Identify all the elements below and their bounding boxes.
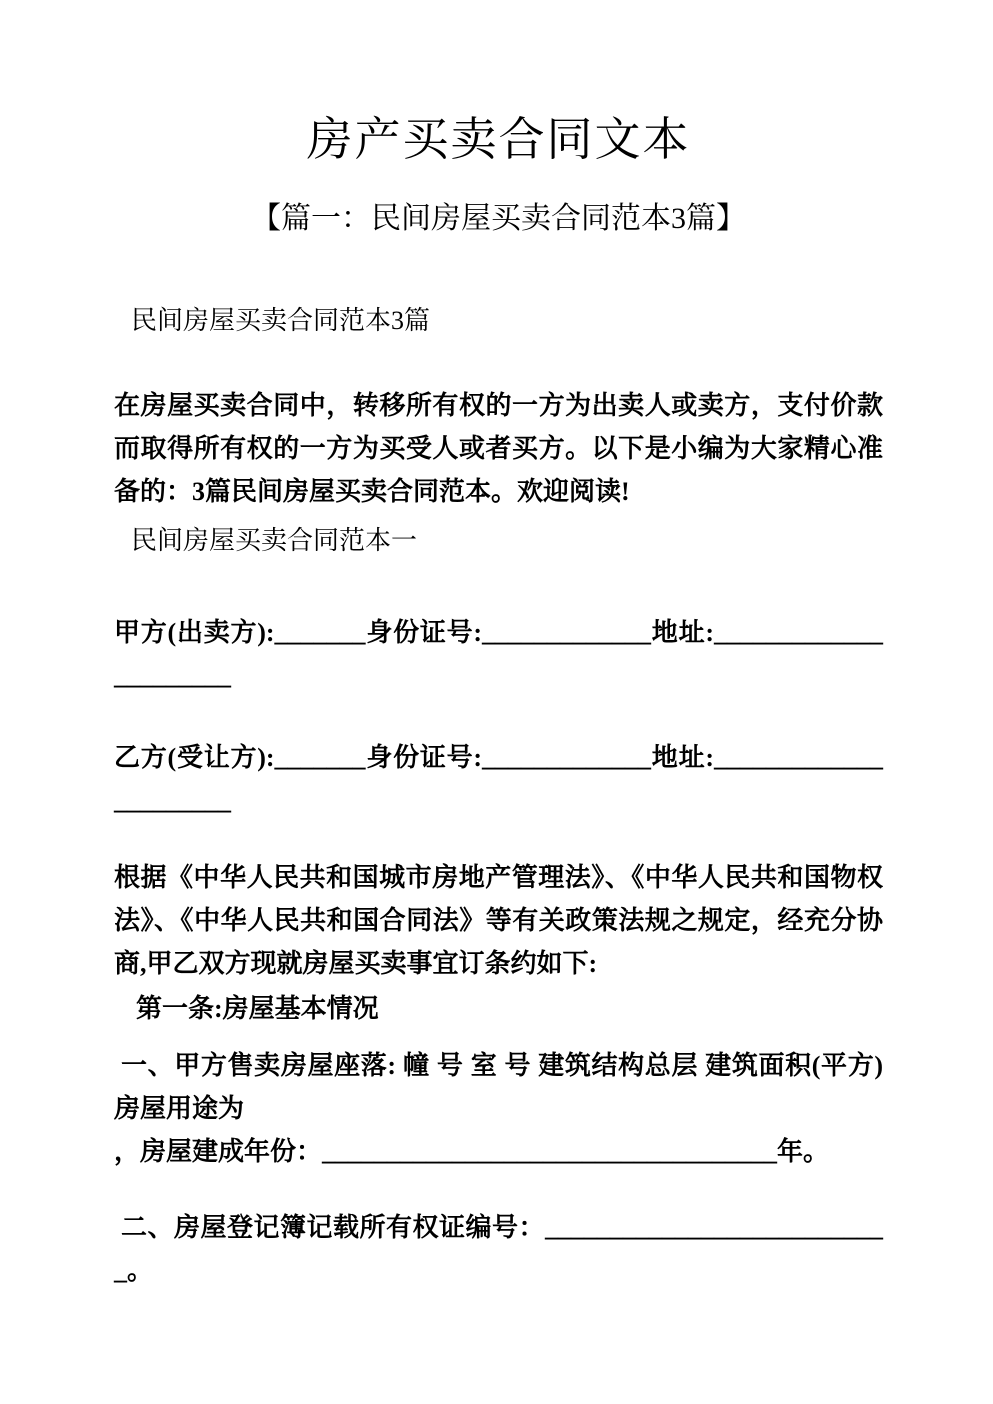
article-1-item-1: 一、甲方售卖房屋座落: 幢 号 室 号 建筑结构总层 建筑面积(平方)房屋用途为: [114, 1051, 883, 1123]
article-1-heading: 第一条:房屋基本情况: [136, 994, 379, 1023]
section-heading-contract-samples: 民间房屋买卖合同范本3篇: [131, 306, 431, 335]
legal-basis-paragraph: 根据《中华人民共和国城市房地产管理法》、《中华人民共和国物权法》、《中华人民共和国合同法》等有关政策法规之规定，经充分协商,甲乙双方现就房屋买卖事宜订条约如下:: [114, 863, 883, 978]
article-1-item-1-continuation: ，房屋建成年份：___________________________________年。: [114, 1137, 830, 1166]
party-b-blank-line: 乙方(受让方):_______身份证号:_____________地址:______________________: [114, 743, 883, 815]
section-heading-sample-one: 民间房屋买卖合同范本一: [131, 526, 418, 555]
part-one-header: 【篇一：民间房屋买卖合同范本3篇】: [251, 202, 746, 235]
party-a-blank-line: 甲方(出卖方):_______身份证号:_____________地址:______________________: [114, 618, 883, 690]
intro-paragraph: 在房屋买卖合同中，转移所有权的一方为出卖人或卖方，支付价款而取得所有权的一方为买受人或者买方。以下是小编为大家精心准备的：3篇民间房屋买卖合同范本。欢迎阅读!: [114, 391, 883, 506]
article-1-item-2: 二、房屋登记簿记载所有权证编号：___________________________。: [114, 1213, 883, 1285]
document-title: 房产买卖合同文本: [306, 114, 691, 165]
